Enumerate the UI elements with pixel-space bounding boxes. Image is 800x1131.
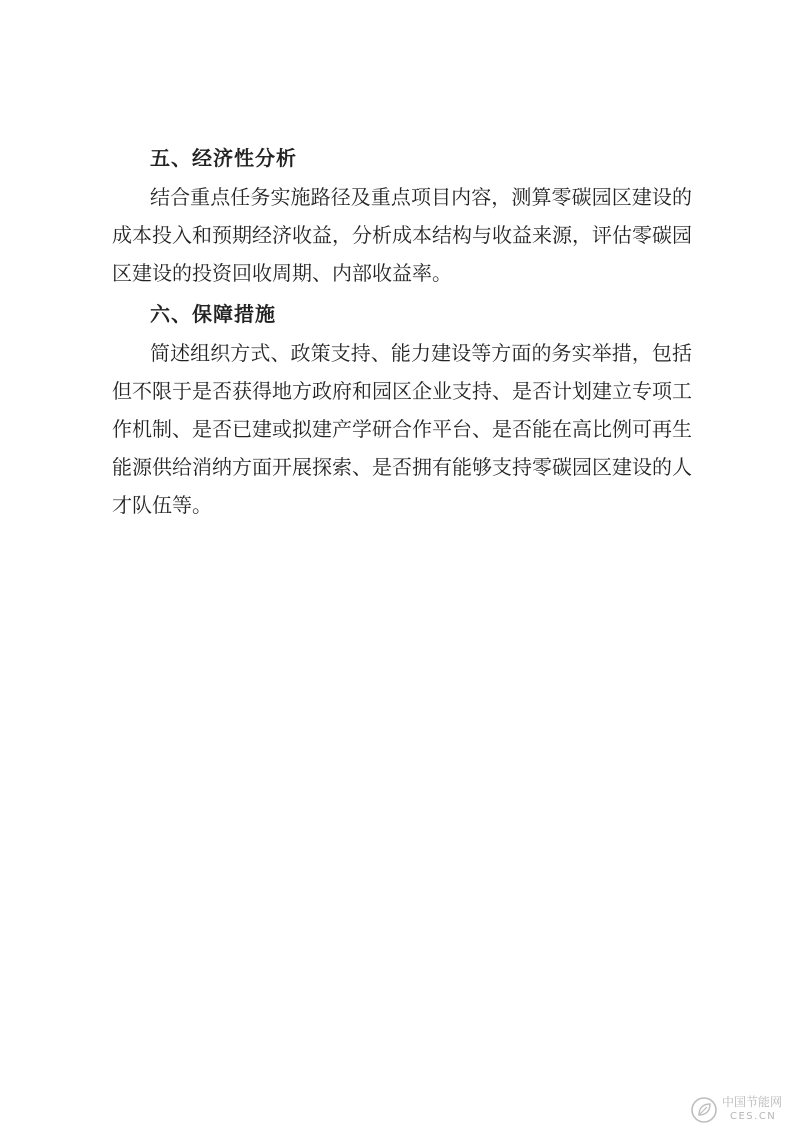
watermark [690, 1095, 794, 1125]
paragraph-line: 简述组织方式、政策支持、能力建设等方面的务实举措，包括 [150, 341, 692, 365]
section-heading-safeguard-measures: 六、保障措施 [150, 302, 276, 326]
watermark-domain: CES.CN [730, 1111, 777, 1122]
paragraph-line: 作机制、是否已建或拟建产学研合作平台、是否能在高比例可再生 [112, 417, 692, 441]
paragraph-line: 能源供给消纳方面开展探索、是否拥有能够支持零碳园区建设的人 [112, 455, 692, 479]
paragraph-line: 才队伍等。 [112, 493, 212, 517]
section-heading-economic-analysis: 五、经济性分析 [150, 146, 297, 170]
watermark-name: 中国节能网 [722, 1095, 783, 1109]
leaf-logo-icon [690, 1096, 718, 1124]
paragraph-line: 但不限于是否获得地方政府和园区企业支持、是否计划建立专项工 [112, 379, 692, 403]
paragraph-line: 区建设的投资回收周期、内部收益率。 [112, 261, 452, 285]
paragraph-line: 结合重点任务实施路径及重点项目内容，测算零碳园区建设的 [150, 185, 692, 209]
paragraph-line: 成本投入和预期经济收益，分析成本结构与收益来源，评估零碳园 [112, 223, 692, 247]
